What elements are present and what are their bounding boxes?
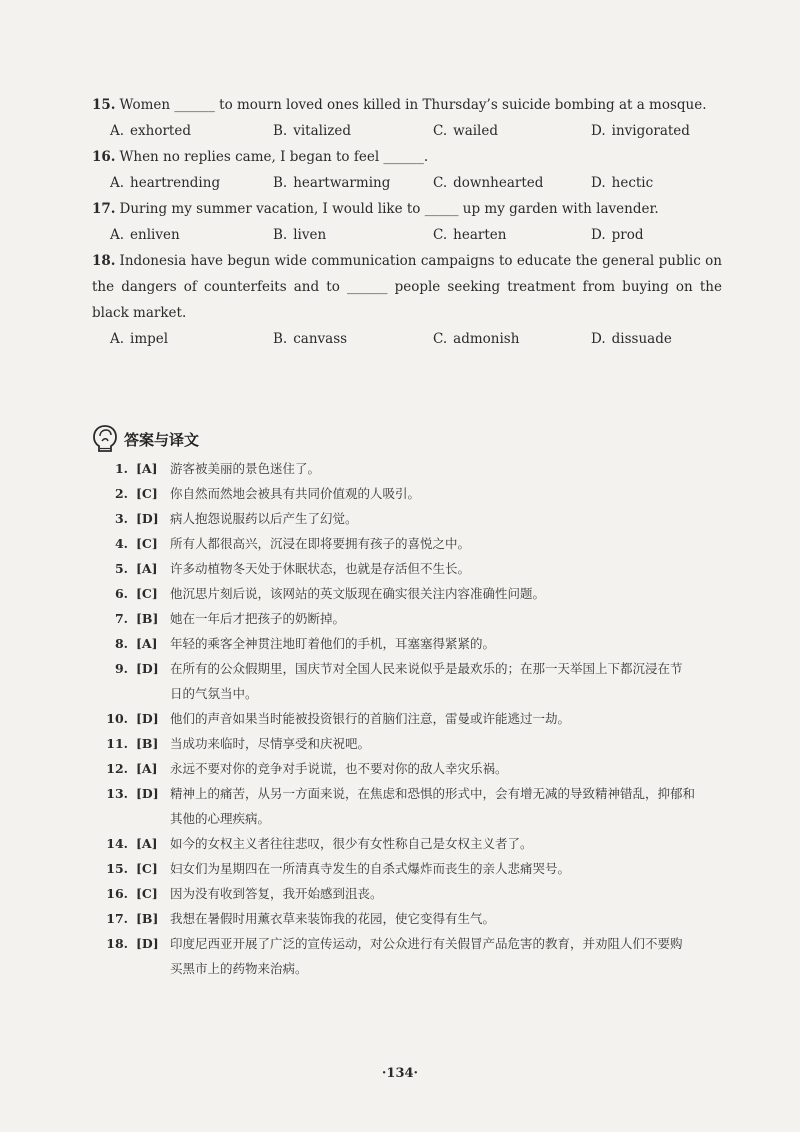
- answer-translation: 她在一年后才把孩子的奶断掉。: [170, 611, 346, 626]
- answer-translation: 许多动植物冬天处于休眠状态，也就是存活但不生长。: [170, 561, 471, 576]
- answer-translation: 因为没有收到答复，我开始感到沮丧。: [170, 886, 383, 901]
- answer-translation: 他沉思片刻后说，该网站的英文版现在确实很关注内容准确性问题。: [170, 586, 546, 601]
- option-d: [591, 170, 653, 196]
- option-letter: C.: [433, 123, 448, 139]
- option-letter: C.: [433, 227, 448, 243]
- question-number: 16.: [92, 149, 116, 165]
- option-d: [591, 118, 690, 144]
- answer-key: [B]: [136, 736, 159, 751]
- option-letter: D.: [591, 227, 606, 243]
- option-d: [591, 326, 672, 352]
- option-b: [273, 170, 433, 196]
- answer-key: [D]: [136, 661, 159, 676]
- answer-translation: 病人抱怨说服药以后产生了幻觉。: [170, 511, 358, 526]
- answer-key: [C]: [136, 886, 158, 901]
- answer-translation: [170, 781, 710, 831]
- option-letter: D.: [591, 123, 606, 139]
- answer-translation: [170, 931, 710, 981]
- list-item: [100, 706, 710, 731]
- option-c: [433, 118, 591, 144]
- answer-key: [A]: [136, 636, 158, 651]
- option-c: [433, 222, 591, 248]
- option-text: invigorated: [611, 123, 690, 139]
- question-number: 18.: [92, 253, 116, 269]
- question-16-options: [92, 170, 722, 196]
- option-text: exhorted: [130, 123, 191, 139]
- option-text: hectic: [611, 175, 654, 191]
- answer-translation-line: 日的气氛当中。: [170, 686, 258, 701]
- answer-translation-line: 其他的心理疾病。: [170, 811, 271, 826]
- answers-title: 答案与译文: [124, 430, 200, 449]
- question-17: [92, 196, 722, 222]
- answer-key: [A]: [136, 836, 158, 851]
- option-b: [273, 222, 433, 248]
- list-item: [100, 531, 710, 556]
- option-a: [110, 170, 273, 196]
- answer-translation: 当成功来临时，尽情享受和庆祝吧。: [170, 736, 371, 751]
- answer-key: [C]: [136, 536, 158, 551]
- option-a: [110, 326, 273, 352]
- lightbulb-head-icon: [92, 424, 118, 454]
- answer-key: [D]: [136, 786, 159, 801]
- list-item: [100, 856, 710, 881]
- answer-number: 2.: [114, 486, 128, 501]
- answer-translation: [170, 656, 710, 706]
- list-item: [100, 581, 710, 606]
- answer-translation: 妇女们为星期四在一所清真寺发生的自杀式爆炸而丧生的亲人悲痛哭号。: [170, 861, 571, 876]
- answer-translation: 年轻的乘客全神贯注地盯着他们的手机，耳塞塞得紧紧的。: [170, 636, 496, 651]
- option-letter: C.: [433, 331, 448, 347]
- answer-number: 14.: [106, 836, 128, 851]
- answers-header: [92, 424, 199, 454]
- answer-translation: 他们的声音如果当时能被投资银行的首脑们注意，雷曼或许能逃过一劫。: [170, 711, 571, 726]
- answer-number: 8.: [114, 636, 128, 651]
- answer-translation-line: 在所有的公众假期里，国庆节对全国人民来说似乎是最欢乐的；在那一天举国上下都沉浸在节: [170, 661, 683, 676]
- list-item: [100, 556, 710, 581]
- answer-translation: 你自然而然地会被具有共同价值观的人吸引。: [170, 486, 421, 501]
- answer-number: 9.: [114, 661, 128, 676]
- answer-translation-line: 精神上的痛苦，从另一方面来说，在焦虑和恐惧的形式中，会有增无减的导致精神错乱，抑郁和: [170, 786, 696, 801]
- answer-key: [A]: [136, 561, 158, 576]
- option-text: admonish: [453, 331, 520, 347]
- question-number: 15.: [92, 97, 116, 113]
- option-text: heartwarming: [293, 175, 391, 191]
- list-item: [100, 456, 710, 481]
- answer-translation: 所有人都很高兴，沉浸在即将要拥有孩子的喜悦之中。: [170, 536, 471, 551]
- answer-key: [D]: [136, 711, 159, 726]
- option-text: wailed: [453, 123, 499, 139]
- option-letter: A.: [110, 227, 125, 243]
- answer-number: 6.: [114, 586, 128, 601]
- list-item: [100, 606, 710, 631]
- question-text: When no replies came, I began to feel ______.: [119, 149, 429, 165]
- answer-number: 3.: [114, 511, 128, 526]
- answer-key: [B]: [136, 911, 159, 926]
- option-letter: B.: [273, 227, 288, 243]
- answer-number: 5.: [114, 561, 128, 576]
- question-text: During my summer vacation, I would like to _____ up my garden with lavender.: [119, 201, 659, 217]
- option-text: heartrending: [130, 175, 221, 191]
- page-number: ·134·: [381, 1066, 419, 1081]
- option-letter: D.: [591, 331, 606, 347]
- answer-number: 7.: [114, 611, 128, 626]
- option-a: [110, 222, 273, 248]
- answer-key: [D]: [136, 511, 159, 526]
- option-letter: A.: [110, 123, 125, 139]
- answer-number: 10.: [106, 711, 128, 726]
- question-17-options: [92, 222, 722, 248]
- option-text: liven: [293, 227, 327, 243]
- option-letter: B.: [273, 123, 288, 139]
- option-text: enliven: [130, 227, 180, 243]
- answer-number: 1.: [114, 461, 128, 476]
- question-text: Indonesia have begun wide communication campaigns to educate the general public on the dangers of counterfeits and to ______ people seeking treatment from buying on the black market.: [92, 253, 722, 321]
- question-number: 17.: [92, 201, 116, 217]
- option-a: [110, 118, 273, 144]
- answer-key: [A]: [136, 761, 158, 776]
- option-text: hearten: [453, 227, 507, 243]
- answer-number: 15.: [106, 861, 128, 876]
- option-c: [433, 326, 591, 352]
- option-letter: B.: [273, 175, 288, 191]
- answer-key: [C]: [136, 586, 158, 601]
- answer-key: [B]: [136, 611, 159, 626]
- answer-number: 12.: [106, 761, 128, 776]
- list-item: [100, 481, 710, 506]
- question-text: Women ______ to mourn loved ones killed in Thursday’s suicide bombing at a mosque.: [119, 97, 707, 113]
- answer-number: 13.: [106, 786, 128, 801]
- answer-key: [C]: [136, 486, 158, 501]
- list-item: [100, 631, 710, 656]
- answer-number: 16.: [106, 886, 128, 901]
- answer-translation-line: 印度尼西亚开展了广泛的宣传运动，对公众进行有关假冒产品危害的教育，并劝阻人们不要购: [170, 936, 683, 951]
- answer-key: [A]: [136, 461, 158, 476]
- answer-number: 11.: [106, 736, 128, 751]
- option-letter: A.: [110, 175, 125, 191]
- option-letter: B.: [273, 331, 288, 347]
- option-text: vitalized: [293, 123, 352, 139]
- question-18: [92, 248, 722, 326]
- question-15-options: [92, 118, 722, 144]
- list-item: [100, 931, 710, 981]
- option-text: canvass: [293, 331, 348, 347]
- answer-key: [C]: [136, 861, 158, 876]
- answer-number: 18.: [106, 936, 128, 951]
- list-item: [100, 781, 710, 831]
- list-item: [100, 881, 710, 906]
- option-text: impel: [130, 331, 169, 347]
- answer-translation: 游客被美丽的景色迷住了。: [170, 461, 321, 476]
- option-d: [591, 222, 644, 248]
- answers-list: [100, 456, 710, 981]
- option-text: dissuade: [611, 331, 672, 347]
- list-item: [100, 656, 710, 706]
- questions-section: [92, 92, 722, 352]
- answer-translation-line: 买黑市上的药物来治病。: [170, 961, 308, 976]
- answer-translation: 如今的女权主义者往往悲叹，很少有女性称自己是女权主义者了。: [170, 836, 533, 851]
- question-18-options: [92, 326, 722, 352]
- list-item: [100, 831, 710, 856]
- option-b: [273, 118, 433, 144]
- option-text: prod: [611, 227, 644, 243]
- option-letter: D.: [591, 175, 606, 191]
- option-c: [433, 170, 591, 196]
- answer-translation: 我想在暑假时用薰衣草来装饰我的花园，使它变得有生气。: [170, 911, 496, 926]
- answer-key: [D]: [136, 936, 159, 951]
- list-item: [100, 731, 710, 756]
- answer-number: 4.: [114, 536, 128, 551]
- list-item: [100, 756, 710, 781]
- question-15: [92, 92, 722, 118]
- answer-translation: 永远不要对你的竞争对手说谎，也不要对你的敌人幸灾乐祸。: [170, 761, 508, 776]
- option-letter: C.: [433, 175, 448, 191]
- list-item: [100, 906, 710, 931]
- option-text: downhearted: [453, 175, 544, 191]
- answer-number: 17.: [106, 911, 128, 926]
- question-16: [92, 144, 722, 170]
- list-item: [100, 506, 710, 531]
- option-letter: A.: [110, 331, 125, 347]
- option-b: [273, 326, 433, 352]
